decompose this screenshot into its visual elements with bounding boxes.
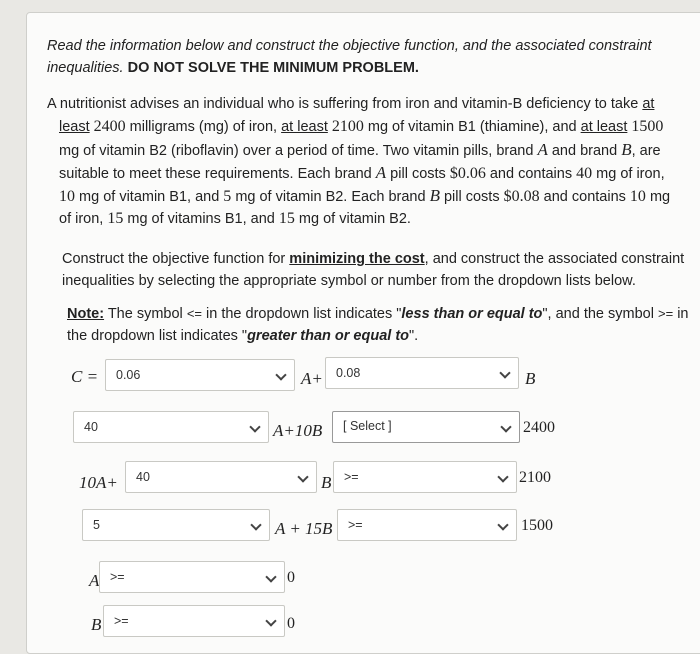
problem-line-1 — [47, 93, 654, 115]
construct-text: inequalities by selecting the appropriate symbol or number from the dropdown lists below. — [62, 273, 636, 289]
b2-expression-label: A + 15B — [275, 519, 333, 538]
b-nonnegativity-rhs: 0 — [287, 615, 295, 632]
problem-line-4 — [59, 162, 665, 185]
note-label: Note: — [67, 306, 105, 322]
question-card — [26, 12, 700, 654]
b-nonnegativity-dropdown[interactable] — [103, 605, 285, 637]
construct-text: Construct the objective function for — [62, 251, 290, 267]
problem-text: mg of vitamin B2. — [294, 211, 411, 227]
b1-b-variable-label: B — [321, 473, 332, 492]
construct-text: , and construct the associated constraint — [424, 251, 685, 267]
chevron-down-icon — [265, 615, 276, 626]
dropdown-value: 40 — [84, 420, 98, 434]
problem-text: and contains — [485, 166, 577, 182]
b2-inequality-dropdown[interactable] — [337, 509, 517, 541]
note-symbol: >= — [657, 306, 674, 321]
dropdown-value: >= — [348, 518, 363, 532]
note-text: ". — [409, 328, 419, 344]
problem-number: 10 — [629, 188, 646, 205]
iron-inequality-dropdown[interactable] — [332, 411, 520, 443]
problem-number: 15 — [107, 210, 124, 227]
problem-number: $0.06 — [449, 165, 486, 182]
chevron-down-icon — [500, 421, 511, 432]
problem-number: $0.08 — [503, 188, 540, 205]
a-nonnegativity-dropdown[interactable] — [99, 561, 285, 593]
minimizing-cost-emphasis: minimizing the cost — [289, 251, 425, 267]
note-line-2 — [67, 325, 418, 347]
iron-expression-label: A+10B — [273, 421, 323, 440]
problem-variable: A — [537, 140, 548, 159]
problem-number: 5 — [223, 188, 232, 205]
problem-variable: A — [375, 163, 387, 182]
problem-text: milligrams (mg) of iron, — [129, 119, 282, 135]
problem-line-6 — [59, 208, 411, 230]
dropdown-value: >= — [344, 470, 359, 484]
problem-text: mg of vitamin B1 (thiamine), and — [367, 119, 581, 135]
problem-number: 10 — [59, 188, 75, 205]
a-nonnegativity-variable: A — [89, 571, 100, 590]
objective-b-coefficient-dropdown[interactable] — [325, 357, 519, 389]
instructions-text: Read the information below and construct the objective function, and the associated constraint — [47, 38, 652, 54]
a-nonnegativity-rhs: 0 — [287, 569, 295, 586]
b2-a-coefficient-dropdown[interactable] — [82, 509, 270, 541]
problem-variable: B — [429, 186, 440, 205]
problem-text: mg of vitamin B1, and — [75, 189, 224, 205]
problem-number: 2100 — [327, 118, 368, 135]
chevron-down-icon — [275, 369, 286, 380]
problem-text: least — [59, 119, 90, 135]
b1-inequality-dropdown[interactable] — [333, 461, 517, 493]
problem-text: A nutritionist advises an individual who is suffering from iron and vitamin-B deficiency to take — [47, 96, 643, 112]
problem-text: mg of vitamin B2 (riboflavin) over a period of time. Two vitamin pills, brand — [59, 143, 538, 159]
problem-text: of iron, — [59, 211, 108, 227]
problem-number: 1500 — [627, 118, 664, 135]
b2-rhs-value: 1500 — [521, 517, 553, 534]
note-symbol: <= — [186, 306, 202, 321]
objective-a-coefficient-dropdown[interactable] — [105, 359, 295, 391]
note-text: ", and the symbol — [542, 306, 658, 322]
iron-rhs-value: 2400 — [523, 419, 555, 436]
problem-text: , are — [631, 143, 661, 159]
instructions-text: inequalities. — [47, 60, 128, 76]
b1-a-term-label: 10A+ — [79, 473, 118, 492]
dropdown-value: 0.06 — [116, 368, 141, 382]
note-text: in the dropdown list indicates " — [202, 306, 402, 322]
chevron-down-icon — [297, 471, 308, 482]
dropdown-value: 40 — [136, 470, 150, 484]
problem-variable: B — [621, 140, 632, 159]
problem-number: 40 — [576, 165, 593, 182]
chevron-down-icon — [499, 367, 510, 378]
dropdown-value: 0.08 — [336, 366, 361, 380]
problem-text: mg of vitamin B2. Each brand — [231, 189, 430, 205]
dropdown-value: >= — [110, 570, 125, 584]
note-emphasis: greater than or equal to — [247, 328, 410, 344]
problem-text: mg of vitamins B1, and — [123, 211, 279, 227]
cost-equals-label: C = — [71, 367, 99, 386]
construct-line-1 — [62, 248, 684, 270]
note-text: the dropdown list indicates " — [67, 328, 248, 344]
problem-number: 2400 — [89, 118, 130, 135]
problem-text: at least — [580, 119, 628, 135]
chevron-down-icon — [497, 519, 508, 530]
problem-line-2 — [59, 116, 663, 138]
construct-line-2 — [62, 270, 636, 292]
dropdown-value: >= — [114, 614, 129, 628]
a-plus-label: A+ — [301, 369, 323, 388]
b1-rhs-value: 2100 — [519, 469, 551, 486]
problem-text: mg of iron, — [592, 166, 665, 182]
problem-text: at — [642, 96, 655, 112]
problem-text: mg — [645, 189, 671, 205]
chevron-down-icon — [250, 519, 261, 530]
chevron-down-icon — [249, 421, 260, 432]
b-nonnegativity-variable: B — [91, 615, 102, 634]
note-text: The symbol — [104, 306, 187, 322]
chevron-down-icon — [265, 571, 276, 582]
b-variable-label: B — [525, 369, 536, 388]
chevron-down-icon — [497, 471, 508, 482]
problem-text: and brand — [547, 143, 622, 159]
iron-a-coefficient-dropdown[interactable] — [73, 411, 269, 443]
problem-text: suitable to meet these requirements. Each brand — [59, 166, 376, 182]
do-not-solve-warning: DO NOT SOLVE THE MINIMUM PROBLEM. — [127, 60, 419, 76]
problem-number: 15 — [278, 210, 295, 227]
dropdown-value: 5 — [93, 518, 100, 532]
b1-b-coefficient-dropdown[interactable] — [125, 461, 317, 493]
note-line-1 — [67, 303, 689, 325]
instructions-line-2 — [47, 57, 419, 79]
problem-text: pill costs — [386, 166, 450, 182]
problem-text: at least — [281, 119, 328, 135]
problem-text: and contains — [539, 189, 630, 205]
note-text: in — [673, 306, 689, 322]
problem-text: pill costs — [439, 189, 504, 205]
note-emphasis: less than or equal to — [401, 306, 543, 322]
problem-line-5 — [59, 185, 670, 208]
dropdown-value: [ Select ] — [343, 419, 392, 433]
instructions-line-1 — [47, 35, 652, 57]
problem-line-3 — [59, 139, 661, 162]
